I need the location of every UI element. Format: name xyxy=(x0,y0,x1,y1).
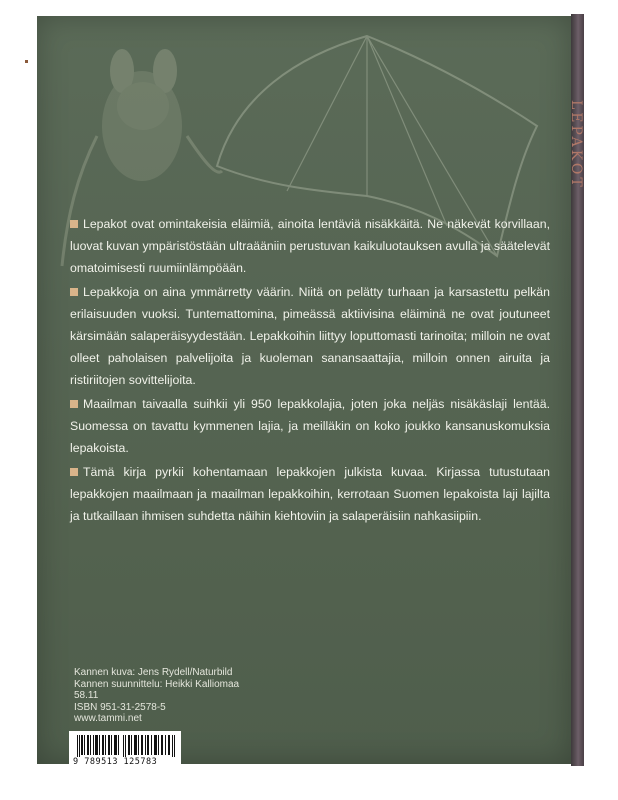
classification-code: 58.11 xyxy=(74,690,99,701)
square-bullet-icon xyxy=(70,468,78,476)
blurb-paragraph-text: Lepakkoja on aina ymmärretty väärin. Niitä on pelätty turhaan ja karsastettu pelkän erilaisuuden vuoksi. Tuntemattomina, pimeässä aktiivisina eläiminä ne ovat joutuneet kärsimään salaperäisyydestään. Lepakkoihin liittyy loputtomasti tarinoita; milloin ne ovat olleet paholaisen palvelijoita ja kuoleman sanansaattajia, milloin onnen airuita ja ristiriitojen sovittelijoita. xyxy=(70,285,550,387)
blurb-text xyxy=(70,213,550,529)
publisher-website: www.tammi.net xyxy=(74,713,142,724)
barcode-bars-icon xyxy=(77,735,175,757)
barcode-number: 9 789513 125783 xyxy=(73,757,158,767)
square-bullet-icon xyxy=(70,400,78,408)
barcode xyxy=(69,731,181,769)
square-bullet-icon xyxy=(70,220,78,228)
blurb-paragraph xyxy=(70,393,550,459)
blurb-paragraph xyxy=(70,281,550,391)
blurb-paragraph xyxy=(70,461,550,527)
back-cover xyxy=(37,16,571,767)
blurb-paragraph xyxy=(70,213,550,279)
publication-credits xyxy=(74,667,239,725)
cover-design-credit: Kannen suunnittelu: Heikki Kalliomaa xyxy=(74,678,240,690)
spine-title: LEPAKOT xyxy=(568,100,584,190)
square-bullet-icon xyxy=(70,288,78,296)
blurb-paragraph-text: Maailman taivaalla suihkii yli 950 lepakkolajia, joten joka neljäs nisäkäslaji lentää. Suomessa on tavattu kymmenen lajia, ja meilläkin on koko joukko kansanuskomuksia lepakoista. xyxy=(70,397,550,455)
scan-mark xyxy=(25,60,28,63)
isbn: ISBN 951-31-2578-5 xyxy=(74,701,166,713)
blurb-paragraph-text: Lepakot ovat omintakeisia eläimiä, ainoita lentäviä nisäkkäitä. Ne näkevät korvillaan, luovat kuvan ympäristöstään ultraääniin perustuvan kaikuluotauksen avulla ja säätelevät omatoimisesti ruumiinlämpöään. xyxy=(70,217,550,275)
cover-photo-credit: Kannen kuva: Jens Rydell/Naturbild xyxy=(74,667,233,678)
blurb-paragraph-text: Tämä kirja pyrkii kohentamaan lepakkojen julkista kuvaa. Kirjassa tutustutaan lepakkojen maailmaan ja maailman lepakkoihin, kerrotaan Suomen lepakoista laji lajilta ja tutkaillaan ihmisen suhdetta näihin kiehtoviin ja salaperäisiin nahkasiipiin. xyxy=(70,465,550,523)
